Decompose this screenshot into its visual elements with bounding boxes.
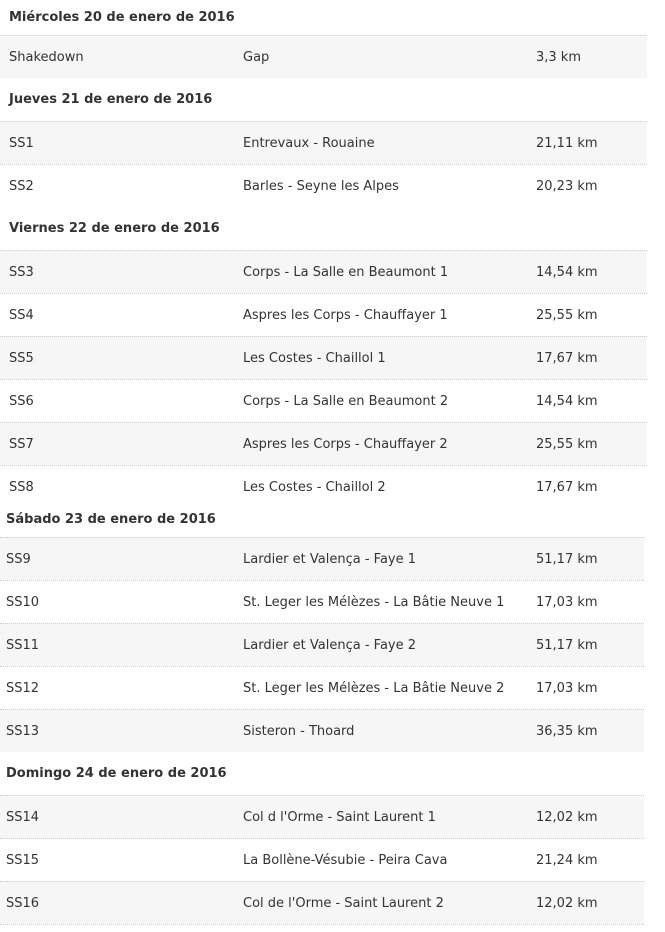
stage-distance: 36,35 km — [536, 723, 598, 739]
stage-distance: 12,02 km — [536, 895, 598, 911]
stage-name: La Bollène-Vésubie - Peira Cava — [243, 852, 448, 868]
stage-name: Gap — [243, 49, 270, 65]
stage-row — [0, 293, 647, 336]
stage-row — [0, 795, 644, 838]
stage-distance: 12,02 km — [536, 809, 598, 825]
stage-id: SS14 — [6, 809, 40, 825]
stage-id: SS15 — [6, 852, 40, 868]
stage-distance: 51,17 km — [536, 637, 598, 653]
stage-row — [0, 666, 644, 709]
stage-name: Barles - Seyne les Alpes — [243, 178, 399, 194]
stage-id: SS7 — [9, 436, 34, 452]
stage-row — [0, 336, 647, 379]
stage-distance: 17,03 km — [536, 594, 598, 610]
stage-id: SS10 — [6, 594, 40, 610]
stage-name: Corps - La Salle en Beaumont 2 — [243, 393, 449, 409]
stage-id: SS2 — [9, 178, 34, 194]
day-header — [0, 502, 644, 537]
stage-row — [0, 164, 647, 207]
stage-id: SS3 — [9, 264, 34, 280]
stage-name: St. Leger les Mélèzes - La Bâtie Neuve 2 — [243, 680, 505, 696]
day-label: Domingo 24 de enero de 2016 — [6, 766, 227, 781]
day-label: Viernes 22 de enero de 2016 — [9, 221, 220, 236]
stage-id: SS4 — [9, 307, 34, 323]
stage-distance: 17,03 km — [536, 680, 598, 696]
day-label: Sábado 23 de enero de 2016 — [6, 512, 216, 527]
stage-name: Corps - La Salle en Beaumont 1 — [243, 264, 449, 280]
stage-row — [0, 121, 647, 164]
stage-row — [0, 35, 647, 78]
stage-distance: 14,54 km — [536, 264, 598, 280]
stage-name: Entrevaux - Rouaine — [243, 135, 375, 151]
stage-row — [0, 250, 647, 293]
table-bottom-border — [0, 924, 644, 925]
stage-name: Aspres les Corps - Chauffayer 1 — [243, 307, 448, 323]
stage-name: Col de l'Orme - Saint Laurent 2 — [243, 895, 444, 911]
stage-id: SS16 — [6, 895, 40, 911]
stage-name: Sisteron - Thoard — [243, 723, 355, 739]
day-label: Miércoles 20 de enero de 2016 — [9, 10, 235, 25]
stage-distance: 25,55 km — [536, 307, 598, 323]
stage-id: SS13 — [6, 723, 40, 739]
stage-distance: 25,55 km — [536, 436, 598, 452]
stage-id: SS12 — [6, 680, 40, 696]
stage-id: SS1 — [9, 135, 34, 151]
stage-id: SS5 — [9, 350, 34, 366]
stage-id: Shakedown — [9, 49, 84, 65]
stage-id: SS9 — [6, 551, 31, 567]
stage-name: Lardier et Valença - Faye 1 — [243, 551, 417, 567]
stage-distance: 21,11 km — [536, 135, 598, 151]
stage-name: Les Costes - Chaillol 1 — [243, 350, 386, 366]
stage-name: Col d l'Orme - Saint Laurent 1 — [243, 809, 436, 825]
stage-distance: 17,67 km — [536, 479, 598, 495]
stage-id: SS11 — [6, 637, 40, 653]
stage-row — [0, 422, 647, 465]
day-header — [0, 78, 647, 121]
itinerary-table-part-2 — [0, 502, 644, 925]
stage-id: SS6 — [9, 393, 34, 409]
stage-row — [0, 838, 644, 881]
stage-row — [0, 379, 647, 422]
stage-distance: 21,24 km — [536, 852, 598, 868]
stage-id: SS8 — [9, 479, 34, 495]
stage-row — [0, 623, 644, 666]
stage-distance: 20,23 km — [536, 178, 598, 194]
day-header — [0, 0, 647, 35]
day-label: Jueves 21 de enero de 2016 — [9, 92, 213, 107]
stage-row — [0, 537, 644, 580]
stage-distance: 51,17 km — [536, 551, 598, 567]
stage-name: Les Costes - Chaillol 2 — [243, 479, 386, 495]
day-header — [0, 207, 647, 250]
day-header — [0, 752, 644, 795]
stage-row — [0, 580, 644, 623]
stage-distance: 3,3 km — [536, 49, 581, 65]
stage-distance: 14,54 km — [536, 393, 598, 409]
stage-name: St. Leger les Mélèzes - La Bâtie Neuve 1 — [243, 594, 505, 610]
stage-distance: 17,67 km — [536, 350, 598, 366]
stage-name: Aspres les Corps - Chauffayer 2 — [243, 436, 448, 452]
stage-name: Lardier et Valença - Faye 2 — [243, 637, 417, 653]
stage-row — [0, 709, 644, 752]
stage-row — [0, 881, 644, 924]
